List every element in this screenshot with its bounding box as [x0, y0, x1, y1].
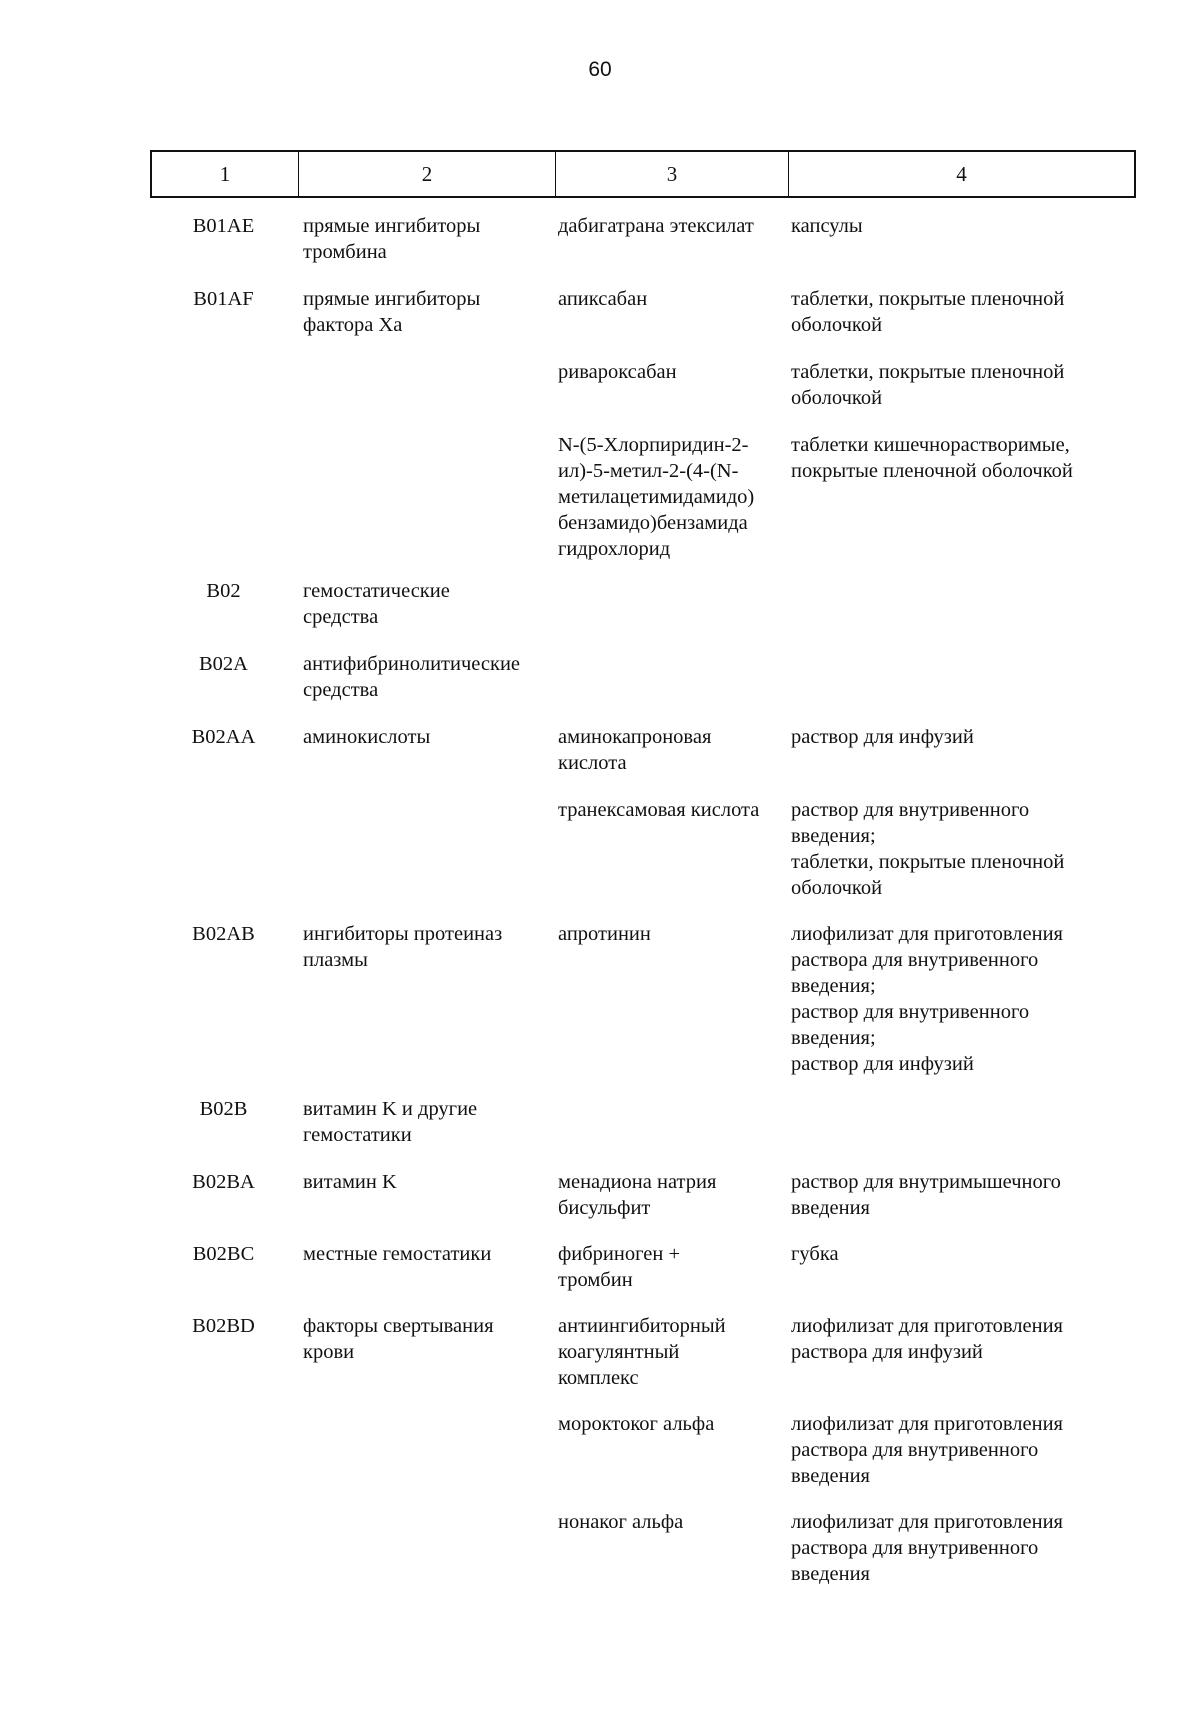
row-dosage-form: лиофилизат для приготовления раствора для внутривенного введения; раствор для внутривенного введения; раствор для инфузий: [791, 923, 1063, 1075]
table-header: [150, 150, 1136, 198]
row-dosage-form: лиофилизат для приготовления раствора для инфузий: [791, 1315, 1063, 1363]
table-row: [150, 1241, 1136, 1313]
row-substance: антиингибиторный коагулянтный комплекс: [558, 1315, 726, 1389]
row-group-name: местные гемостатики: [303, 1243, 492, 1265]
row-code: B02BD: [192, 1315, 255, 1337]
row-dosage-form: раствор для инфузий: [791, 726, 974, 748]
row-code: B02: [206, 580, 241, 602]
row-group-name: витамин K и другие гемостатики: [303, 1098, 478, 1146]
table-row: [150, 1411, 1136, 1509]
row-dosage-form: раствор для внутривенного введения; таблетки, покрытые пленочной оболочкой: [791, 799, 1065, 899]
row-substance: апротинин: [558, 923, 651, 945]
row-group-name: факторы свертывания крови: [303, 1315, 494, 1363]
header-col-2: 2: [299, 152, 556, 196]
row-dosage-form: таблетки кишечнорастворимые, покрытые пленочной оболочкой: [791, 434, 1073, 482]
header-col-4: 4: [956, 161, 967, 186]
row-substance: аминокапроновая кислота: [558, 726, 712, 774]
row-code: B02AA: [191, 726, 256, 748]
row-dosage-form: лиофилизат для приготовления раствора для внутривенного введения: [791, 1511, 1063, 1585]
row-dosage-form: таблетки, покрытые пленочной оболочкой: [791, 361, 1065, 409]
row-substance: N-(5-Хлорпиридин-2- ил)-5-метил-2-(4-(N- метилацетимидамидо) бензамидо)бензамида гидрохлорид: [558, 434, 755, 560]
table-row: [150, 213, 1136, 286]
row-group-name: гемостатические средства: [303, 580, 450, 628]
row-dosage-form: губка: [791, 1243, 839, 1265]
table-row: [150, 1096, 1136, 1169]
row-group-name: аминокислоты: [303, 726, 431, 748]
row-substance: транексамовая кислота: [558, 799, 760, 821]
row-group-name: ингибиторы протеиназ плазмы: [303, 923, 503, 971]
row-group-name: прямые ингибиторы тромбина: [303, 215, 481, 263]
table-row: [150, 1169, 1136, 1241]
row-substance: менадиона натрия бисульфит: [558, 1171, 717, 1219]
row-substance: нонаког альфа: [558, 1511, 684, 1533]
table-row: [150, 1509, 1136, 1607]
row-group-name: витамин K: [303, 1171, 397, 1193]
row-code: B02A: [199, 653, 248, 675]
table-row: [150, 797, 1136, 921]
table-body: [150, 198, 1136, 1607]
row-code: B02BC: [192, 1243, 255, 1265]
table-row: [150, 432, 1136, 578]
row-dosage-form: раствор для внутримышечного введения: [791, 1171, 1061, 1219]
row-substance: дабигатрана этексилат: [558, 215, 754, 237]
row-group-name: прямые ингибиторы фактора Xa: [303, 288, 481, 336]
header-col-1: 1: [152, 152, 299, 196]
header-col-3: 3: [556, 152, 789, 196]
row-code: B02BA: [192, 1171, 255, 1193]
table-row: [150, 724, 1136, 797]
row-dosage-form: лиофилизат для приготовления раствора для внутривенного введения: [791, 1413, 1063, 1487]
row-group-name: антифибринолитические средства: [303, 653, 521, 701]
row-dosage-form: капсулы: [791, 215, 863, 237]
table-row: [150, 359, 1136, 432]
table-row: [150, 651, 1136, 724]
row-code: B02B: [199, 1098, 248, 1120]
table-row: [150, 286, 1136, 359]
row-substance: фибриноген + тромбин: [558, 1243, 681, 1291]
row-code: B01AE: [192, 215, 255, 237]
table-row: [150, 921, 1136, 1096]
row-dosage-form: таблетки, покрытые пленочной оболочкой: [791, 288, 1065, 336]
table-row: [150, 1313, 1136, 1411]
row-code: B01AF: [193, 288, 254, 310]
row-substance: ривароксабан: [558, 361, 677, 383]
page-number: 60: [588, 58, 612, 81]
row-code: B02AB: [192, 923, 255, 945]
table-row: [150, 578, 1136, 651]
row-substance: мороктоког альфа: [558, 1413, 715, 1435]
row-substance: апиксабан: [558, 288, 648, 310]
